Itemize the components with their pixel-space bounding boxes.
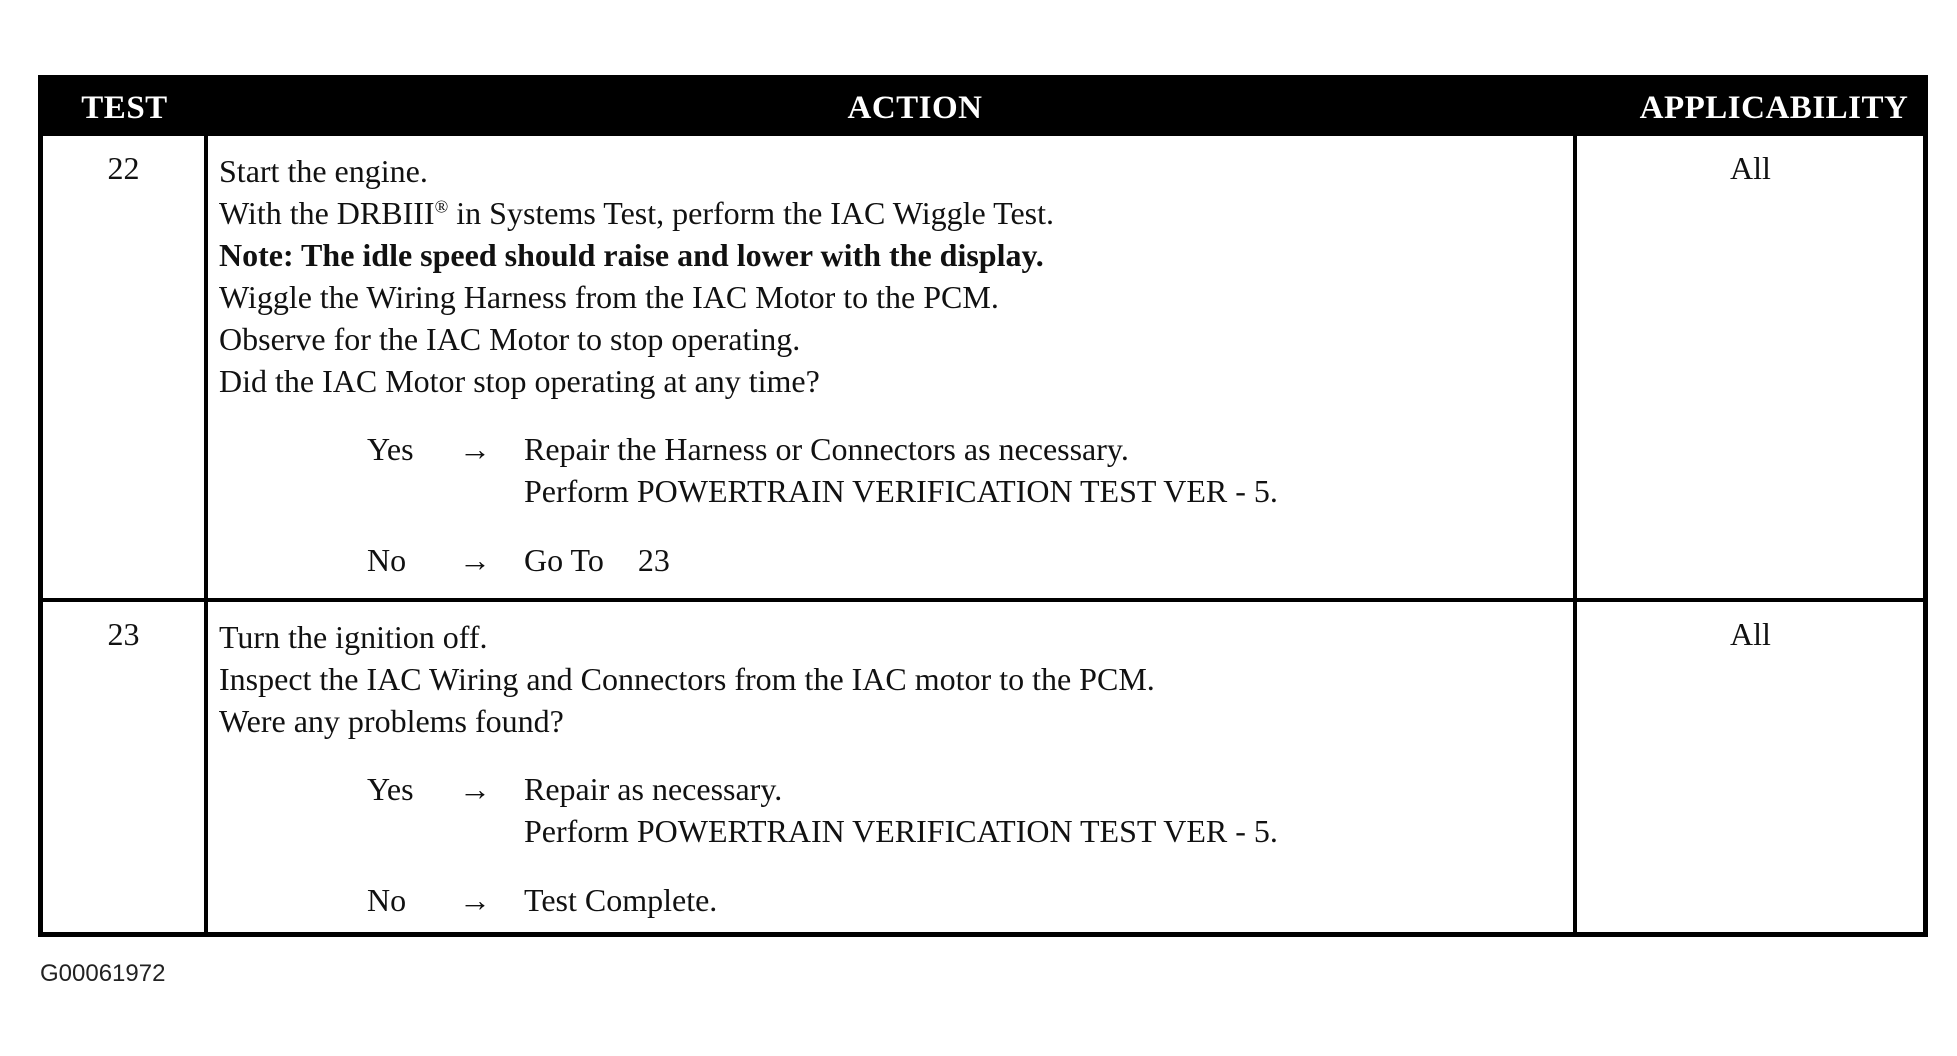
- yes-label: Yes: [367, 431, 414, 467]
- no-result: Test Complete.: [524, 882, 718, 918]
- yes-result-line: Repair the Harness or Connectors as necessary.: [524, 431, 1129, 467]
- action-cell: [219, 616, 1559, 921]
- no-label: No: [367, 542, 407, 578]
- table-row-test-23: [43, 602, 1923, 932]
- figure-id: G00061972: [40, 960, 166, 987]
- action-line: Start the engine.: [219, 153, 428, 189]
- note-line: Note: The idle speed should raise and lower with the display.: [219, 237, 1044, 273]
- arrow-icon: →: [459, 882, 491, 918]
- no-branch: [219, 539, 1559, 581]
- action-line-part: With the DRBIII: [219, 195, 435, 231]
- arrow-icon: →: [459, 542, 491, 578]
- yes-branch-cont: [219, 810, 1559, 852]
- yes-result-line: Perform POWERTRAIN VERIFICATION TEST VER - 5.: [524, 813, 1278, 849]
- applicability-value: All: [1730, 150, 1771, 186]
- no-result: [524, 539, 670, 581]
- action-cell: [219, 150, 1559, 581]
- table-header-row: [43, 80, 1923, 136]
- table-row-test-22: [43, 136, 1923, 598]
- action-line: Were any problems found?: [219, 703, 564, 739]
- header-test: TEST: [81, 90, 168, 126]
- yes-branch-cont: [219, 470, 1559, 512]
- yes-branch: [219, 768, 1559, 810]
- action-line: Turn the ignition off.: [219, 619, 488, 655]
- no-branch: [219, 879, 1559, 921]
- yes-result-line: Perform POWERTRAIN VERIFICATION TEST VER - 5.: [524, 473, 1278, 509]
- diagnostic-test-table: [38, 75, 1928, 937]
- action-line: [219, 192, 1559, 234]
- test-number: 22: [107, 150, 140, 186]
- header-action: ACTION: [847, 90, 983, 126]
- no-label: No: [367, 882, 407, 918]
- registered-mark: ®: [434, 196, 449, 217]
- goto-text: Go To: [524, 542, 604, 578]
- action-line: Wiggle the Wiring Harness from the IAC Motor to the PCM.: [219, 279, 999, 315]
- yes-branch: [219, 428, 1559, 470]
- test-number: 23: [107, 616, 140, 652]
- arrow-icon: →: [459, 771, 491, 807]
- action-line: Observe for the IAC Motor to stop operating.: [219, 321, 801, 357]
- header-applicability: APPLICABILITY: [1639, 90, 1909, 126]
- arrow-icon: →: [459, 431, 491, 467]
- yes-label: Yes: [367, 771, 414, 807]
- goto-test-number: 23: [637, 542, 670, 578]
- applicability-value: All: [1730, 616, 1771, 652]
- yes-result-line: Repair as necessary.: [524, 771, 783, 807]
- action-line-part: in Systems Test, perform the IAC Wiggle Test.: [456, 195, 1054, 231]
- action-line: Inspect the IAC Wiring and Connectors from the IAC motor to the PCM.: [219, 661, 1155, 697]
- action-line: Did the IAC Motor stop operating at any time?: [219, 363, 820, 399]
